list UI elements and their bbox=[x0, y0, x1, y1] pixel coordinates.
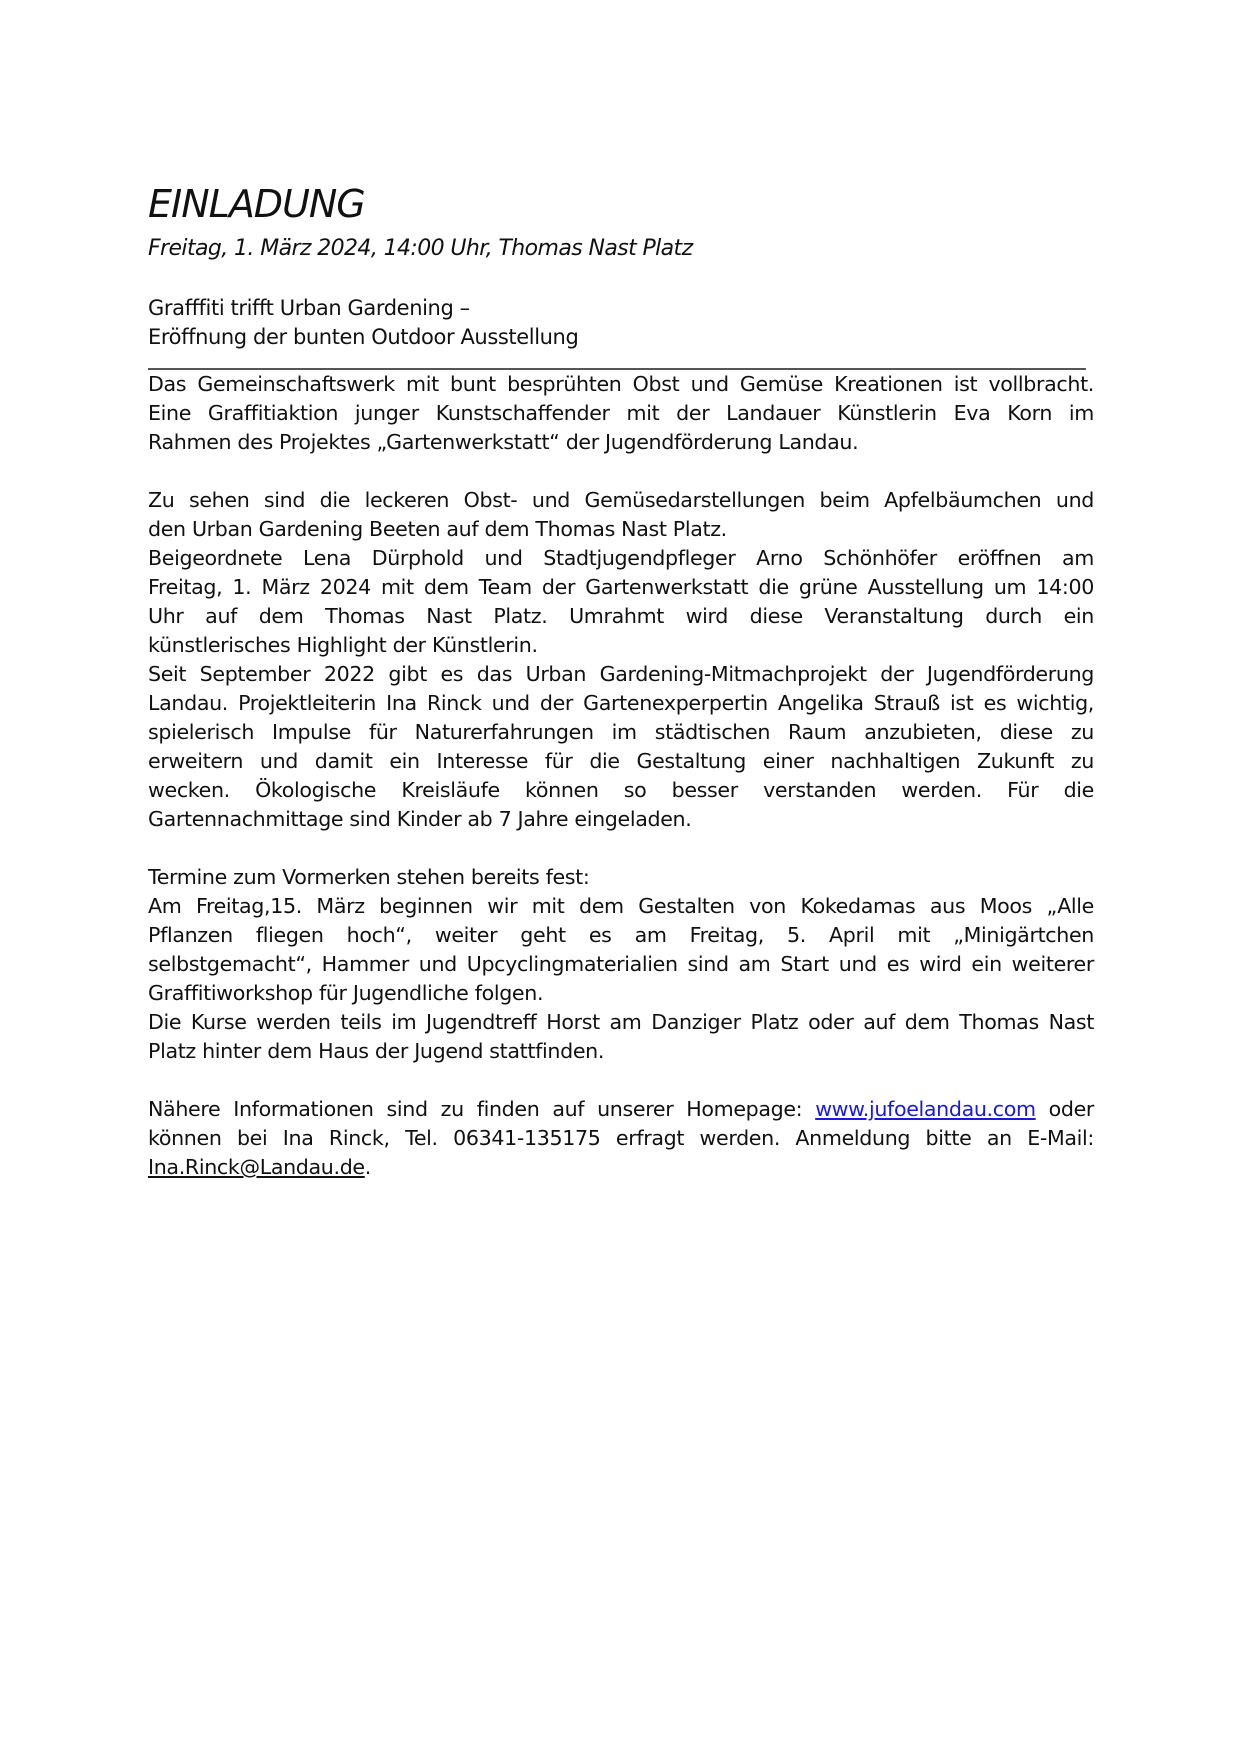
paragraph-venues bbox=[148, 1008, 1094, 1066]
paragraph-gap bbox=[148, 1066, 1094, 1095]
text-line: spielerisch Impulse für Naturerfahrungen im städtischen Raum anzubieten, diese zu bbox=[148, 720, 1094, 744]
dates-intro: Termine zum Vormerken stehen bereits fest: bbox=[148, 865, 590, 889]
document-body bbox=[148, 370, 1094, 1182]
paragraph-opening bbox=[148, 544, 1094, 660]
paragraph-exhibition bbox=[148, 486, 1094, 544]
text-line: können bei Ina Rinck, Tel. 06341-135175 erfragt werden. Anmeldung bitte an E-Mail: bbox=[148, 1126, 1094, 1150]
text-line: Landau. Projektleiterin Ina Rinck und der Gartenexperpertin Angelika Strauß ist es wichtig, bbox=[148, 691, 1094, 715]
homepage-link[interactable]: www.jufoelandau.com bbox=[815, 1097, 1036, 1121]
text-line bbox=[148, 1095, 1094, 1124]
text-line: Pflanzen fliegen hoch“, weiter geht es am Freitag, 5. April mit „Minigärtchen bbox=[148, 923, 1094, 947]
text-line: Eine Graffitiaktion junger Kunstschaffender mit der Landauer Künstlerin Eva Korn im bbox=[148, 401, 1094, 425]
text-line: Freitag, 1. März 2024 mit dem Team der Gartenwerkstatt die grüne Ausstellung um 14:00 bbox=[148, 575, 1094, 599]
text-line: Seit September 2022 gibt es das Urban Gardening-Mitmachprojekt der Jugendförderung bbox=[148, 662, 1094, 686]
event-date-location: Freitag, 1. März 2024, 14:00 Uhr, Thomas Nast Platz bbox=[148, 236, 693, 261]
event-headline bbox=[148, 294, 1094, 352]
text-line: selbstgemacht“, Hammer und Upcyclingmaterialien sind am Start und es wird ein weiterer bbox=[148, 952, 1094, 976]
headline-line-1: Grafffiti trifft Urban Gardening – bbox=[148, 296, 470, 320]
text-line: Uhr auf dem Thomas Nast Platz. Umrahmt wird diese Veranstaltung durch ein bbox=[148, 604, 1094, 628]
headline-line-2: Eröffnung der bunten Outdoor Ausstellung bbox=[148, 325, 579, 349]
paragraph-dates bbox=[148, 863, 1094, 1008]
contact-text: oder bbox=[1035, 1097, 1095, 1121]
text-line: Beigeordnete Lena Dürphold und Stadtjugendpfleger Arno Schönhöfer eröffnen am bbox=[148, 546, 1094, 570]
paragraph-contact bbox=[148, 1095, 1094, 1182]
text-line bbox=[148, 1153, 1094, 1182]
text-line: den Urban Gardening Beeten auf dem Thomas Nast Platz. bbox=[148, 517, 727, 541]
paragraph-gap bbox=[148, 834, 1094, 863]
contact-text: . bbox=[364, 1155, 371, 1179]
paragraph-gap bbox=[148, 457, 1094, 486]
paragraph-intro bbox=[148, 370, 1094, 457]
text-line: Graffitiworkshop für Jugendliche folgen. bbox=[148, 981, 544, 1005]
text-line: Platz hinter dem Haus der Jugend stattfinden. bbox=[148, 1039, 605, 1063]
paragraph-project bbox=[148, 660, 1094, 834]
text-line: Das Gemeinschaftswerk mit bunt besprühten Obst und Gemüse Kreationen ist vollbracht. bbox=[148, 372, 1094, 396]
document-title: EINLADUNG bbox=[148, 182, 365, 226]
text-line: Am Freitag,15. März beginnen wir mit dem Gestalten von Kokedamas aus Moos „Alle bbox=[148, 894, 1094, 918]
text-line: Zu sehen sind die leckeren Obst- und Gemüsedarstellungen beim Apfelbäumchen und bbox=[148, 488, 1094, 512]
contact-text: Nähere Informationen sind zu finden auf unserer Homepage: bbox=[148, 1097, 816, 1121]
text-line: wecken. Ökologische Kreisläufe können so besser verstanden werden. Für die bbox=[148, 778, 1094, 802]
email-link[interactable]: Ina.Rinck@Landau.de bbox=[148, 1155, 365, 1179]
text-line: erweitern und damit ein Interesse für die Gestaltung einer nachhaltigen Zukunft zu bbox=[148, 749, 1094, 773]
text-line: Gartennachmittage sind Kinder ab 7 Jahre eingeladen. bbox=[148, 807, 692, 831]
invitation-document bbox=[148, 180, 1094, 1182]
text-line: Die Kurse werden teils im Jugendtreff Horst am Danziger Platz oder auf dem Thomas Nast bbox=[148, 1010, 1094, 1034]
text-line: Rahmen des Projektes „Gartenwerkstatt“ der Jugendförderung Landau. bbox=[148, 430, 859, 454]
text-line: künstlerisches Highlight der Künstlerin. bbox=[148, 633, 538, 657]
